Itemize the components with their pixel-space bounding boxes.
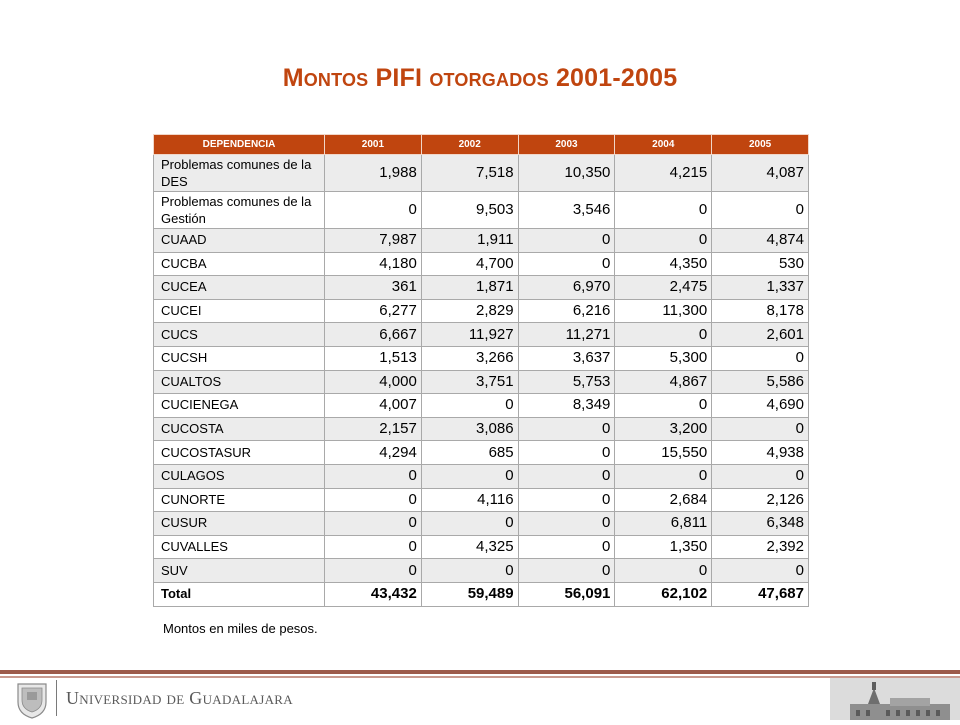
cell-2004: 0 <box>615 192 712 229</box>
cell-2004: 4,215 <box>615 155 712 192</box>
table-row-cucei <box>154 299 809 323</box>
cell-2005: 0 <box>712 464 809 488</box>
table-row-problemas-comunes-de-la-gestion <box>154 192 809 229</box>
cell-2002: 3,751 <box>421 370 518 394</box>
total-cell-2002: 59,489 <box>421 582 518 606</box>
cell-2003: 3,546 <box>518 192 615 229</box>
row-label: CUNORTE <box>154 488 325 512</box>
row-label: Problemas comunes de la DES <box>154 155 325 192</box>
cell-2001: 4,294 <box>325 441 422 465</box>
footnote: Montos en miles de pesos. <box>163 621 318 636</box>
cell-2003: 5,753 <box>518 370 615 394</box>
cell-2002: 7,518 <box>421 155 518 192</box>
cell-2003: 0 <box>518 512 615 536</box>
cell-2002: 2,829 <box>421 299 518 323</box>
cell-2003: 3,637 <box>518 346 615 370</box>
total-cell-2001: 43,432 <box>325 582 422 606</box>
table-row-total <box>154 582 809 606</box>
cell-2003: 0 <box>518 229 615 253</box>
row-label: CUCOSTASUR <box>154 441 325 465</box>
row-label: CUALTOS <box>154 370 325 394</box>
row-label: CUCBA <box>154 252 325 276</box>
cell-2002: 0 <box>421 464 518 488</box>
total-cell-2004: 62,102 <box>615 582 712 606</box>
cell-2003: 0 <box>518 488 615 512</box>
cell-2002: 3,266 <box>421 346 518 370</box>
university-seal-icon <box>14 678 50 720</box>
cell-2001: 0 <box>325 464 422 488</box>
cell-2005: 1,337 <box>712 276 809 300</box>
table-row-cuaad <box>154 229 809 253</box>
cell-2005: 4,087 <box>712 155 809 192</box>
header-row <box>154 135 809 155</box>
cell-2005: 530 <box>712 252 809 276</box>
cell-2005: 5,586 <box>712 370 809 394</box>
row-label: CUSUR <box>154 512 325 536</box>
cell-2005: 2,392 <box>712 535 809 559</box>
cell-2002: 4,700 <box>421 252 518 276</box>
cell-2002: 0 <box>421 512 518 536</box>
cell-2002: 1,911 <box>421 229 518 253</box>
table-row-cualtos <box>154 370 809 394</box>
table-row-cucosta <box>154 417 809 441</box>
column-header-2004: 2004 <box>615 135 712 155</box>
cell-2005: 8,178 <box>712 299 809 323</box>
cell-2003: 6,216 <box>518 299 615 323</box>
total-cell-2005: 47,687 <box>712 582 809 606</box>
row-label: CUCEA <box>154 276 325 300</box>
pifi-table-container <box>153 134 808 607</box>
cell-2001: 1,988 <box>325 155 422 192</box>
cell-2003: 0 <box>518 441 615 465</box>
cell-2004: 3,200 <box>615 417 712 441</box>
table-row-cucienega <box>154 394 809 418</box>
cell-2004: 4,867 <box>615 370 712 394</box>
cell-2002: 9,503 <box>421 192 518 229</box>
cell-2004: 2,684 <box>615 488 712 512</box>
cell-2004: 0 <box>615 229 712 253</box>
cell-2001: 7,987 <box>325 229 422 253</box>
footer-divider <box>56 680 57 716</box>
cell-2004: 0 <box>615 394 712 418</box>
pifi-table <box>153 134 809 607</box>
cell-2003: 0 <box>518 252 615 276</box>
cell-2001: 1,513 <box>325 346 422 370</box>
cell-2001: 2,157 <box>325 417 422 441</box>
university-name: Universidad de Guadalajara <box>66 688 293 708</box>
column-header-2005: 2005 <box>712 135 809 155</box>
row-label: SUV <box>154 559 325 583</box>
cell-2005: 4,874 <box>712 229 809 253</box>
row-label: CUCIENEGA <box>154 394 325 418</box>
row-label: CUVALLES <box>154 535 325 559</box>
table-row-cucostasur <box>154 441 809 465</box>
cell-2004: 5,300 <box>615 346 712 370</box>
table-row-cusur <box>154 512 809 536</box>
row-label: CULAGOS <box>154 464 325 488</box>
cell-2002: 4,325 <box>421 535 518 559</box>
cell-2005: 2,126 <box>712 488 809 512</box>
total-cell-2003: 56,091 <box>518 582 615 606</box>
cell-2001: 6,667 <box>325 323 422 347</box>
cell-2002: 685 <box>421 441 518 465</box>
cell-2003: 0 <box>518 535 615 559</box>
cell-2005: 2,601 <box>712 323 809 347</box>
cell-2002: 0 <box>421 394 518 418</box>
cell-2002: 4,116 <box>421 488 518 512</box>
table-row-cuvalles <box>154 535 809 559</box>
cell-2004: 0 <box>615 464 712 488</box>
table-row-cucba <box>154 252 809 276</box>
column-header-2002: 2002 <box>421 135 518 155</box>
page-title: Montos PIFI otorgados 2001-2005 <box>282 64 678 92</box>
cell-2005: 0 <box>712 192 809 229</box>
table-row-problemas-comunes-de-la-des <box>154 155 809 192</box>
cell-2001: 0 <box>325 192 422 229</box>
cell-2004: 0 <box>615 559 712 583</box>
cell-2001: 0 <box>325 559 422 583</box>
cell-2001: 361 <box>325 276 422 300</box>
row-label: CUCSH <box>154 346 325 370</box>
cell-2002: 3,086 <box>421 417 518 441</box>
cell-2002: 1,871 <box>421 276 518 300</box>
table-row-suv <box>154 559 809 583</box>
cell-2003: 10,350 <box>518 155 615 192</box>
cell-2004: 6,811 <box>615 512 712 536</box>
cell-2004: 4,350 <box>615 252 712 276</box>
cell-2002: 11,927 <box>421 323 518 347</box>
cell-2003: 0 <box>518 464 615 488</box>
table-row-cunorte <box>154 488 809 512</box>
cell-2003: 0 <box>518 417 615 441</box>
table-row-cucsh <box>154 346 809 370</box>
table-row-cucs <box>154 323 809 347</box>
row-label: CUAAD <box>154 229 325 253</box>
total-label: Total <box>154 582 325 606</box>
row-label: CUCOSTA <box>154 417 325 441</box>
row-label: CUCS <box>154 323 325 347</box>
cell-2005: 0 <box>712 559 809 583</box>
cell-2003: 11,271 <box>518 323 615 347</box>
column-header-2003: 2003 <box>518 135 615 155</box>
column-header-2001: 2001 <box>325 135 422 155</box>
cell-2003: 0 <box>518 559 615 583</box>
table-row-culagos <box>154 464 809 488</box>
cell-2001: 4,007 <box>325 394 422 418</box>
cell-2005: 0 <box>712 417 809 441</box>
cell-2001: 4,000 <box>325 370 422 394</box>
cell-2001: 4,180 <box>325 252 422 276</box>
cell-2003: 8,349 <box>518 394 615 418</box>
cell-2001: 6,277 <box>325 299 422 323</box>
cell-2004: 15,550 <box>615 441 712 465</box>
cell-2005: 4,690 <box>712 394 809 418</box>
cell-2005: 0 <box>712 346 809 370</box>
cell-2005: 6,348 <box>712 512 809 536</box>
cell-2004: 2,475 <box>615 276 712 300</box>
cell-2002: 0 <box>421 559 518 583</box>
table-row-cucea <box>154 276 809 300</box>
cell-2004: 1,350 <box>615 535 712 559</box>
column-header-dependencia: DEPENDENCIA <box>154 135 325 155</box>
row-label: CUCEI <box>154 299 325 323</box>
cell-2001: 0 <box>325 488 422 512</box>
cell-2001: 0 <box>325 535 422 559</box>
cell-2004: 11,300 <box>615 299 712 323</box>
building-photo-icon <box>830 678 960 720</box>
cell-2005: 4,938 <box>712 441 809 465</box>
cell-2001: 0 <box>325 512 422 536</box>
cell-2003: 6,970 <box>518 276 615 300</box>
footer-rule <box>0 670 960 674</box>
row-label: Problemas comunes de la Gestión <box>154 192 325 229</box>
cell-2004: 0 <box>615 323 712 347</box>
